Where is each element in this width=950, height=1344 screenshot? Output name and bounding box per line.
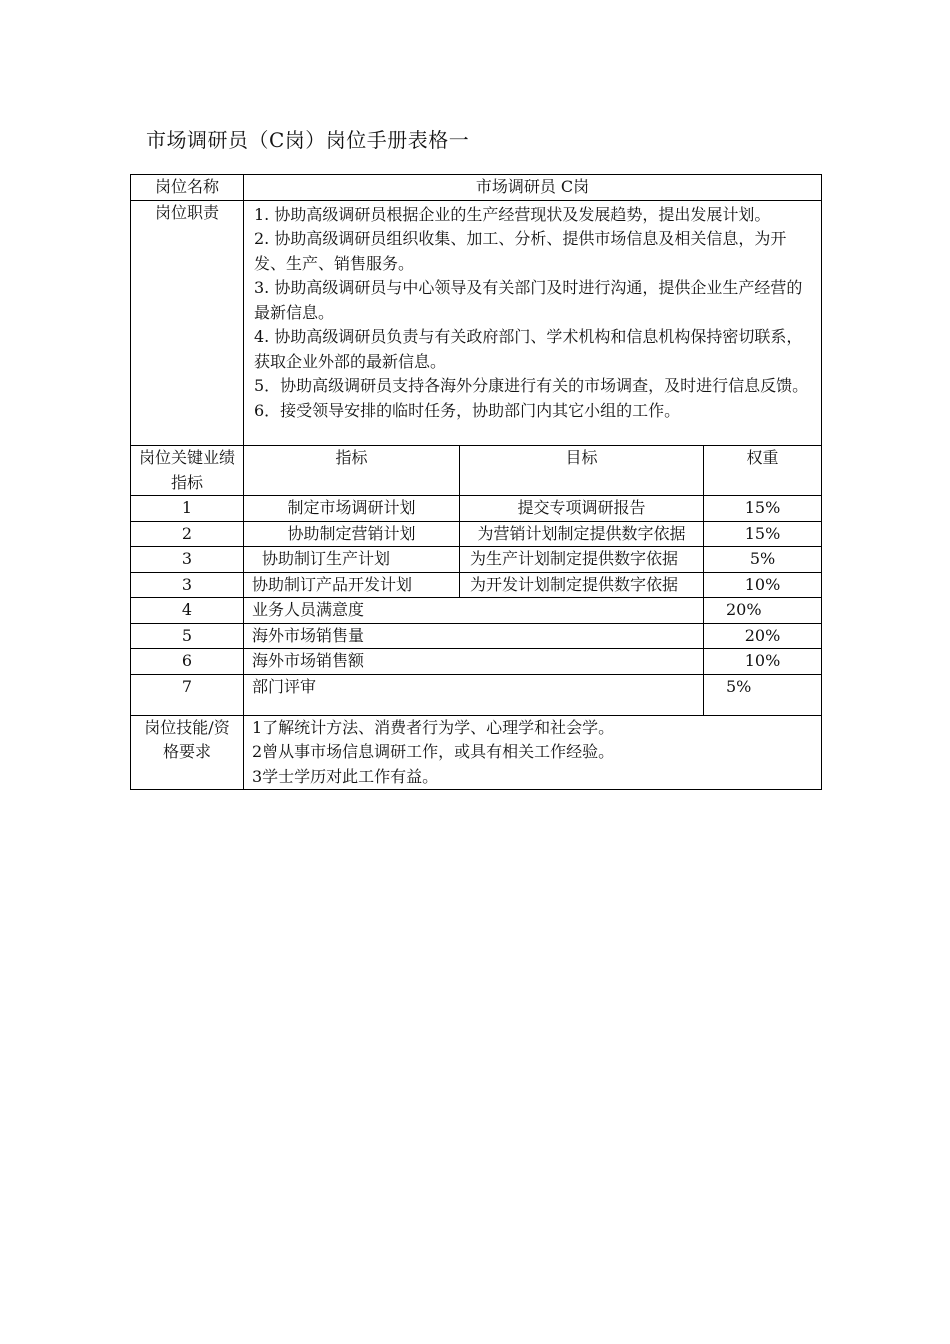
- kpi-weight: 20%: [704, 623, 822, 649]
- kpi-no: 3: [131, 572, 244, 598]
- skills-list: [244, 715, 822, 790]
- duty-item: 2. 协助高级调研员组织收集、加工、分析、提供市场信息及相关信息，为开发、生产、销售服务。: [254, 229, 787, 273]
- kpi-weight: 5%: [704, 547, 822, 573]
- table-row: [131, 598, 822, 624]
- kpi-target: 为营销计划制定提供数字依据: [460, 521, 704, 547]
- kpi-header-indicator: 指标: [244, 446, 460, 496]
- kpi-label: 岗位关键业绩指标: [131, 446, 244, 496]
- position-name-row: [131, 175, 822, 201]
- kpi-indicator: 协助制订产品开发计划: [244, 572, 460, 598]
- kpi-no: 2: [131, 521, 244, 547]
- kpi-weight: 15%: [704, 521, 822, 547]
- kpi-header-target: 目标: [460, 446, 704, 496]
- kpi-indicator: 业务人员满意度: [244, 598, 704, 624]
- table-row: [131, 623, 822, 649]
- duties-list: [244, 200, 822, 446]
- kpi-indicator: 部门评审: [244, 674, 704, 715]
- kpi-weight: 10%: [704, 572, 822, 598]
- kpi-no: 6: [131, 649, 244, 675]
- kpi-no: 1: [131, 496, 244, 522]
- kpi-target: 为开发计划制定提供数字依据: [460, 572, 704, 598]
- table-row: [131, 547, 822, 573]
- skill-item: 1了解统计方法、消费者行为学、心理学和社会学。: [252, 717, 615, 737]
- skill-item: 3学士学历对此工作有益。: [252, 766, 439, 786]
- kpi-weight: 15%: [704, 496, 822, 522]
- duties-row: [131, 200, 822, 446]
- duty-item: 6．接受领导安排的临时任务，协助部门内其它小组的工作。: [254, 400, 681, 420]
- table-row: [131, 572, 822, 598]
- kpi-target: 提交专项调研报告: [460, 496, 704, 522]
- table-row: [131, 674, 822, 715]
- kpi-weight: 20%: [704, 598, 822, 624]
- table-row: [131, 496, 822, 522]
- kpi-target: 为生产计划制定提供数字依据: [460, 547, 704, 573]
- kpi-no: 4: [131, 598, 244, 624]
- skills-label: 岗位技能/资格要求: [131, 715, 244, 790]
- kpi-header-weight: 权重: [704, 446, 822, 496]
- kpi-weight: 10%: [704, 649, 822, 675]
- duties-label: 岗位职责: [131, 200, 244, 446]
- kpi-indicator: 协助制订生产计划: [244, 547, 460, 573]
- kpi-no: 7: [131, 674, 244, 715]
- kpi-indicator: 协助制定营销计划: [244, 521, 460, 547]
- job-manual-table: [130, 174, 822, 790]
- table-row: [131, 521, 822, 547]
- kpi-no: 3: [131, 547, 244, 573]
- table-row: [131, 649, 822, 675]
- position-name-label: 岗位名称: [131, 175, 244, 201]
- duty-item: 5．协助高级调研员支持各海外分康进行有关的市场调查，及时进行信息反馈。: [254, 376, 809, 395]
- kpi-header-row: [131, 446, 822, 496]
- kpi-indicator: 海外市场销售额: [244, 649, 704, 675]
- duty-item: 1. 协助高级调研员根据企业的生产经营现状及发展趋势，提出发展计划。: [254, 204, 771, 224]
- kpi-indicator: 制定市场调研计划: [244, 496, 460, 522]
- position-name-value: 市场调研员 C岗: [244, 175, 822, 201]
- kpi-weight: 5%: [704, 674, 822, 715]
- kpi-no: 5: [131, 623, 244, 649]
- kpi-indicator: 海外市场销售量: [244, 623, 704, 649]
- skills-row: [131, 715, 822, 790]
- duty-item: 4. 协助高级调研员负责与有关政府部门、学术机构和信息机构保持密切联系，获取企业外部的最新信息。: [254, 327, 803, 371]
- page-title: 市场调研员（C岗）岗位手册表格一: [146, 128, 470, 152]
- skill-item: 2曾从事市场信息调研工作，或具有相关工作经验。: [252, 742, 615, 761]
- duty-item: 3. 协助高级调研员与中心领导及有关部门及时进行沟通，提供企业生产经营的最新信息。: [254, 278, 803, 322]
